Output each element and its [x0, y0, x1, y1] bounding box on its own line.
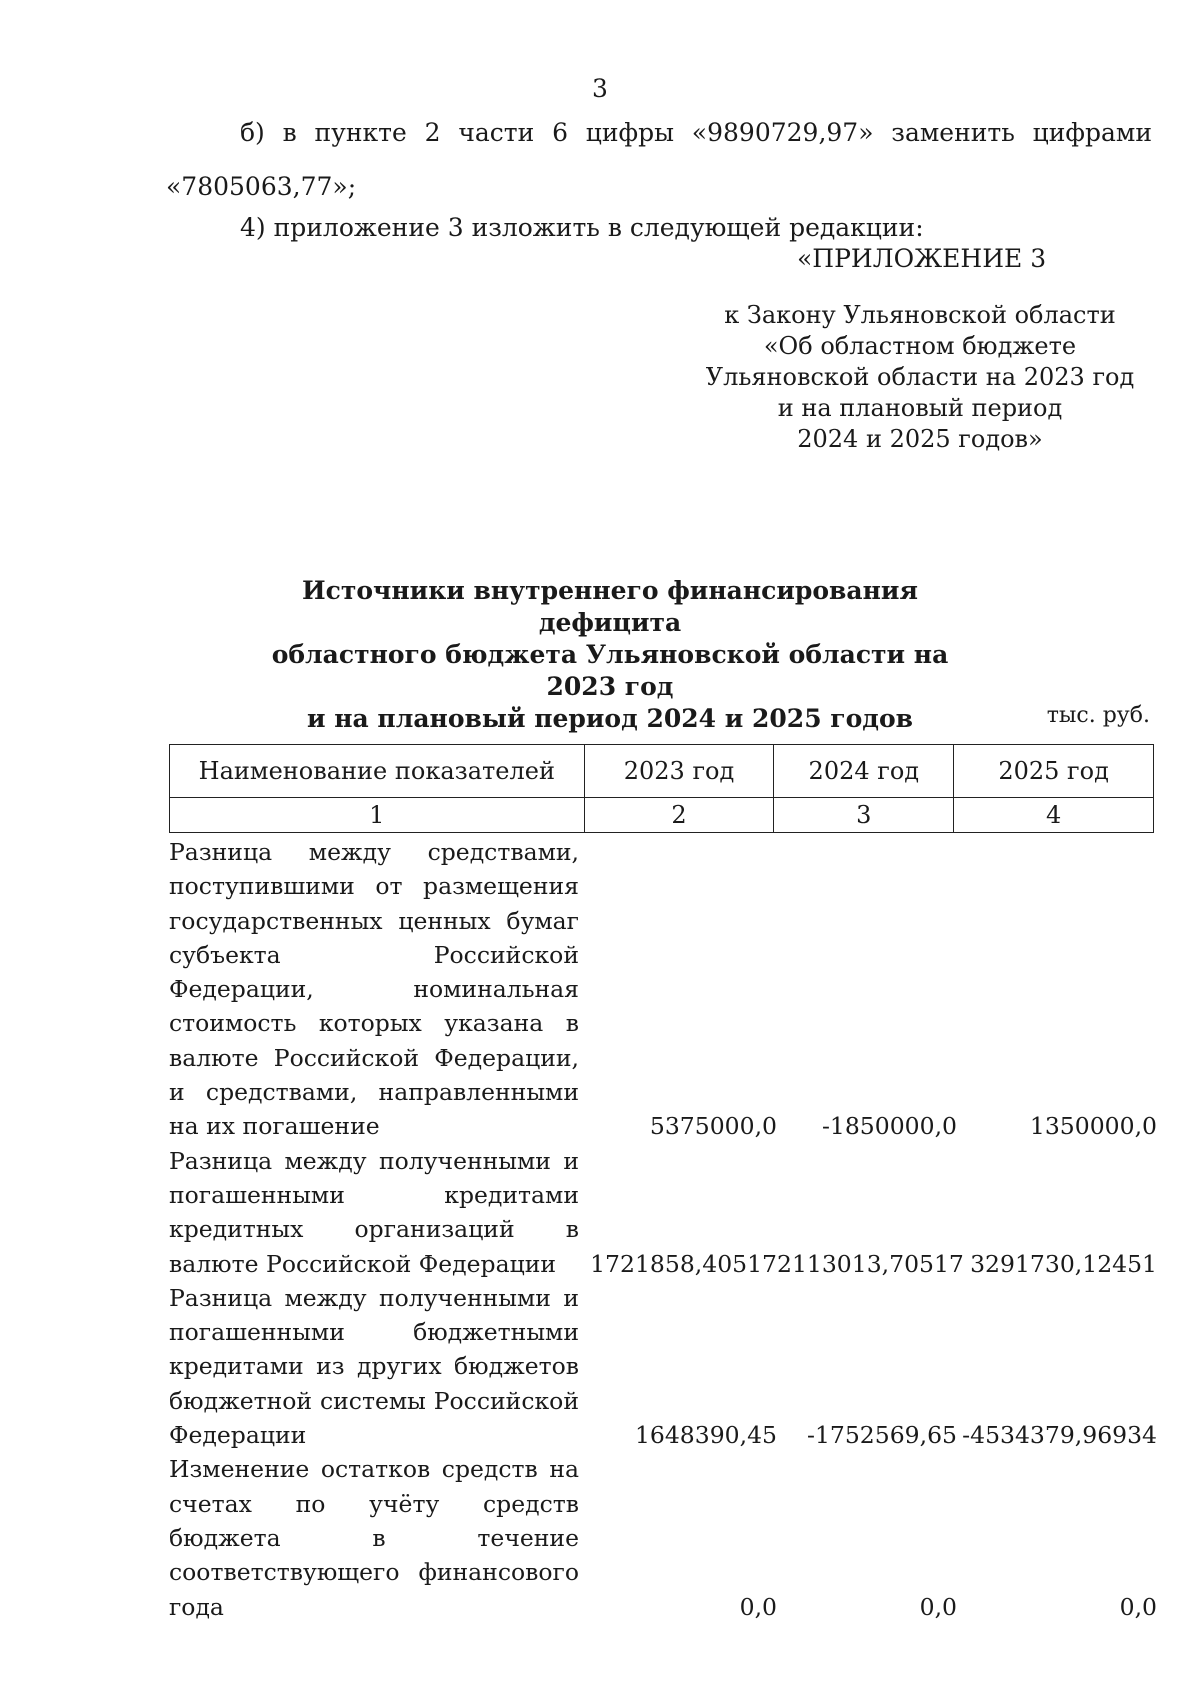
value-2023: 5375000,0 [649, 1112, 777, 1141]
column-number: 3 [774, 798, 954, 833]
table-row [169, 1452, 1157, 1623]
law-reference-line: 2024 и 2025 годов» [797, 425, 1043, 453]
table-body [169, 835, 1157, 1624]
law-reference-line: и на плановый период [777, 394, 1063, 422]
table-title-line: областного бюджета Ульяновской области на 2023 год [271, 640, 949, 701]
value-2025: 3291730,12451 [970, 1249, 1157, 1278]
value-2023: 1648390,45 [634, 1421, 777, 1450]
table-title-line: и на плановый период 2024 и 2025 годов [306, 704, 913, 733]
column-number: 1 [170, 798, 585, 833]
header-2023: 2023 год [584, 745, 774, 798]
table-row [169, 1281, 1157, 1452]
law-reference-line: «Об областном бюджете [763, 332, 1077, 360]
table-title-line: Источники внутреннего финансирования дефицита [302, 576, 918, 637]
amendment-b-text: б) в пункте 2 части 6 цифры «9890729,97» заменить цифрами [240, 118, 1152, 147]
law-reference [700, 300, 1140, 455]
amendment-4-text: 4) приложение 3 изложить в следующей редакции: [240, 213, 924, 242]
row-name: Разница между полученными и погашенными кредитами кредитных организаций в валюте Российской Федерации [169, 1146, 579, 1278]
appendix-label: «ПРИЛОЖЕНИЕ 3 [797, 244, 1047, 273]
value-2024: -1752569,65 [807, 1421, 957, 1450]
header-2024: 2024 год [774, 745, 954, 798]
column-number: 2 [584, 798, 774, 833]
row-name: Разница между средствами, поступившими от размещения государственных ценных бумаг субъекта Российской Федерации, номинальная стоимость которых указана в валюте Российской Федерации, и средствами, направленными на их погашение [169, 838, 579, 1141]
table-row [169, 1144, 1157, 1281]
header-row [170, 745, 1154, 798]
row-name: Разница между полученными и погашенными бюджетными кредитами из других бюджетов бюджетной системы Российской Федерации [169, 1283, 579, 1450]
unit-label: тыс. руб. [1046, 703, 1150, 728]
header-2025: 2025 год [954, 745, 1154, 798]
law-reference-line: к Закону Ульяновской области [724, 301, 1116, 329]
table-header [169, 744, 1154, 833]
column-number-row [170, 798, 1154, 833]
table-title [250, 575, 970, 735]
row-name: Изменение остатков средств на счетах по учёту средств бюджета в течение соответствующего финансового года [169, 1455, 579, 1621]
value-2025: 1350000,0 [1029, 1112, 1157, 1141]
amendment-b-continuation: «7805063,77»; [166, 172, 357, 201]
header-name-column: Наименование показателей [170, 745, 585, 798]
value-2024: 0,0 [919, 1592, 957, 1621]
law-reference-line: Ульяновской области на 2023 год [705, 363, 1135, 391]
value-2024: -1850000,0 [821, 1112, 957, 1141]
value-2025: 0,0 [1119, 1592, 1157, 1621]
value-2024: 2113013,70517 [777, 1249, 964, 1278]
value-2023: 1721858,40517 [590, 1249, 777, 1278]
value-2025: -4534379,96934 [962, 1421, 1157, 1450]
table-row [169, 835, 1157, 1144]
column-number: 4 [954, 798, 1154, 833]
page-number: 3 [592, 74, 608, 103]
value-2023: 0,0 [739, 1592, 777, 1621]
